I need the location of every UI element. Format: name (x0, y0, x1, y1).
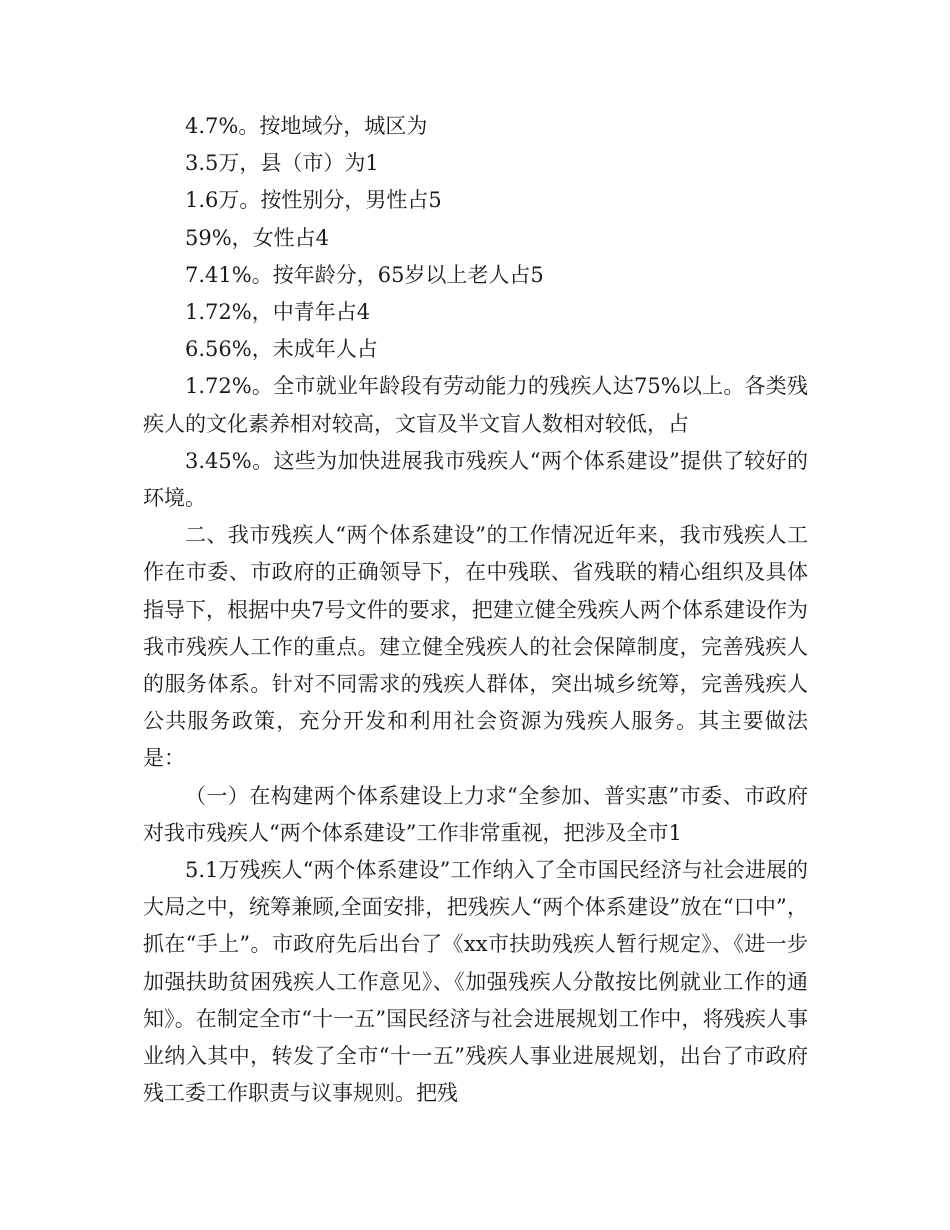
paragraph: 6.56%，未成年人占 (185, 337, 378, 362)
paragraph: 3.5万，县（市）为1 (185, 151, 379, 176)
document-body (143, 108, 808, 1112)
paragraph: 3.45%。这些为加快进展我市残疾人“两个体系建设”提供了较好的环境。 (143, 448, 808, 511)
section-heading-paragraph: 二、我市残疾人“两个体系建设”的工作情况近年来，我市残疾人工作在市委、市政府的正确领导下，在中残联、省残联的精心组织及具体指导下，根据中央7号文件的要求，把建立健全残疾人两个体系建设作为我市残疾人工作的重点。建立健全残疾人的社会保障制度，完善残疾人的服务体系。针对不同需求的残疾人群体，突出城乡统筹，完善残疾人公共服务政策，充分开发和利用社会资源为残疾人服务。其主要做法是： (143, 523, 808, 771)
paragraph: 1.72%。全市就业年龄段有劳动能力的残疾人达75%以上。各类残疾人的文化素养相对较高，文盲及半文盲人数相对较低，占 (143, 374, 808, 436)
paragraph: 1.6万。按性别分，男性占5 (185, 188, 442, 213)
paragraph: 59%，女性占4 (185, 225, 330, 250)
paragraph: 7.41%。按年龄分，65岁以上老人占5 (185, 262, 544, 287)
paragraph: 4.7%。按地域分，城区为 (185, 114, 428, 138)
subsection-paragraph: （一）在构建两个体系建设上力求“全参加、普实惠”市委、市政府对我市残疾人“两个体系建设”工作非常重视，把涉及全市1 (143, 783, 808, 845)
paragraph: 1.72%，中青年占4 (185, 300, 371, 325)
paragraph: 5.1万残疾人“两个体系建设”工作纳入了全市国民经济与社会进展的大局之中，统筹兼顾,全面安排，把残疾人“两个体系建设”放在“口中”，抓在“手上”。市政府先后出台了《xx市扶助残疾人暂行规定》、《进一步加强扶助贫困残疾人工作意见》、《加强残疾人分散按比例就业工作的通知》。在制定全市“十一五”国民经济与社会进展规划工作中，将残疾人事业纳入其中，转发了全市“十一五”残疾人事业进展规划，出台了市政府残工委工作职责与议事规则。把残 (143, 858, 808, 1106)
